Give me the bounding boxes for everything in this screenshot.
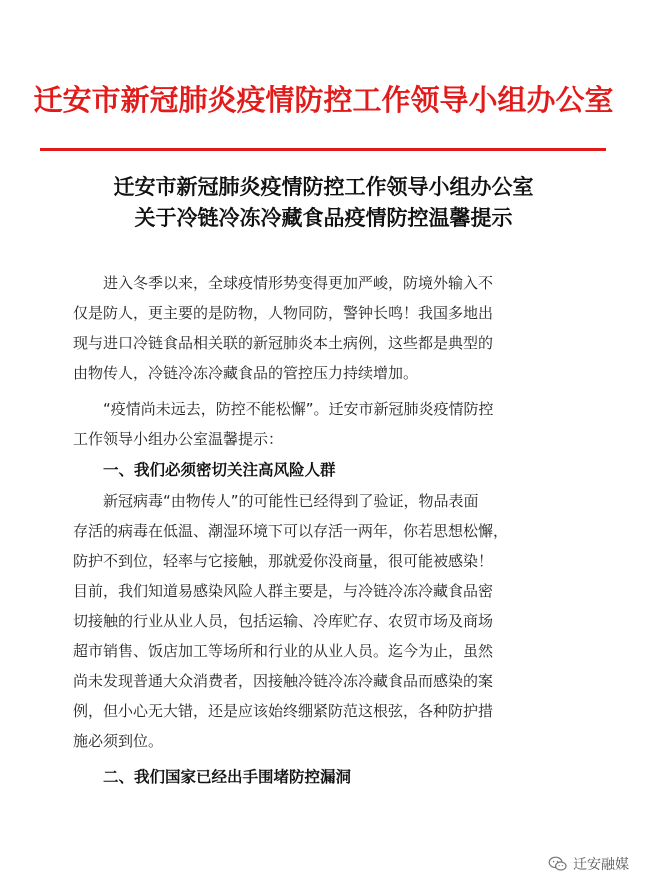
paragraph-line: 目前，我们知道易感染风险人群主要是，与冷链冷冻冷藏食品密 xyxy=(73,582,494,600)
paragraph-line: 尚未发现普通大众消费者，因接触冷链冷冻冷藏食品而感染的案 xyxy=(73,672,494,690)
paragraph-line: 新冠病毒“由物传人”的可能性已经得到了验证，物品表面 xyxy=(103,492,479,510)
letterhead-title: 迁安市新冠肺炎疫情防控工作领导小组办公室 xyxy=(33,83,614,117)
paragraph-line: 防护不到位，轻率与它接触，那就爱你没商量，很可能被感染！ xyxy=(73,552,494,570)
document-title-line-2: 关于冷链冷冻冷藏食品疫情防控温馨提示 xyxy=(134,205,513,230)
wechat-icon xyxy=(548,856,568,872)
paragraph-line: “疫情尚未远去，防控不能松懈”。迁安市新冠肺炎疫情防控 xyxy=(103,400,494,418)
letterhead-red-rule xyxy=(40,148,606,151)
paragraph-line: 切接触的行业从业人员，包括运输、冷库贮存、农贸市场及商场 xyxy=(73,612,494,630)
paragraph-3 xyxy=(73,486,573,756)
paragraph-line: 超市销售、饭店加工等场所和行业的从业人员。迄今为止，虽然 xyxy=(73,642,494,660)
paragraph-line: 进入冬季以来，全球疫情形势变得更加严峻，防境外输入不 xyxy=(103,274,494,292)
paragraph-line: 由物传人，冷链冷冻冷藏食品的管控压力持续增加。 xyxy=(73,364,419,382)
section-heading-2: 二、我们国家已经出手围堵防控漏洞 xyxy=(103,768,352,786)
paragraph-1 xyxy=(73,268,573,388)
paragraph-line: 存活的病毒在低温、潮湿环境下可以存活一两年，你若思想松懈， xyxy=(73,522,509,540)
paragraph-line: 例，但小心无大错，还是应该始终绷紧防范这根弦，各种防护措 xyxy=(73,702,494,720)
watermark-text: 迁安融媒 xyxy=(573,857,629,873)
paragraph-line: 仅是防人，更主要的是防物，人物同防，警钟长鸣！我国多地出 xyxy=(73,304,494,322)
paragraph-line: 工作领导小组办公室温馨提示： xyxy=(73,430,284,448)
source-watermark xyxy=(544,852,633,876)
paragraph-line: 现与进口冷链食品相关联的新冠肺炎本土病例，这些都是典型的 xyxy=(73,334,494,352)
paragraph-2 xyxy=(73,394,573,454)
paragraph-line: 施必须到位。 xyxy=(73,732,164,750)
section-heading-1: 一、我们必须密切关注高风险人群 xyxy=(103,461,336,479)
document-title-line-1: 迁安市新冠肺炎疫情防控工作领导小组办公室 xyxy=(113,174,534,199)
